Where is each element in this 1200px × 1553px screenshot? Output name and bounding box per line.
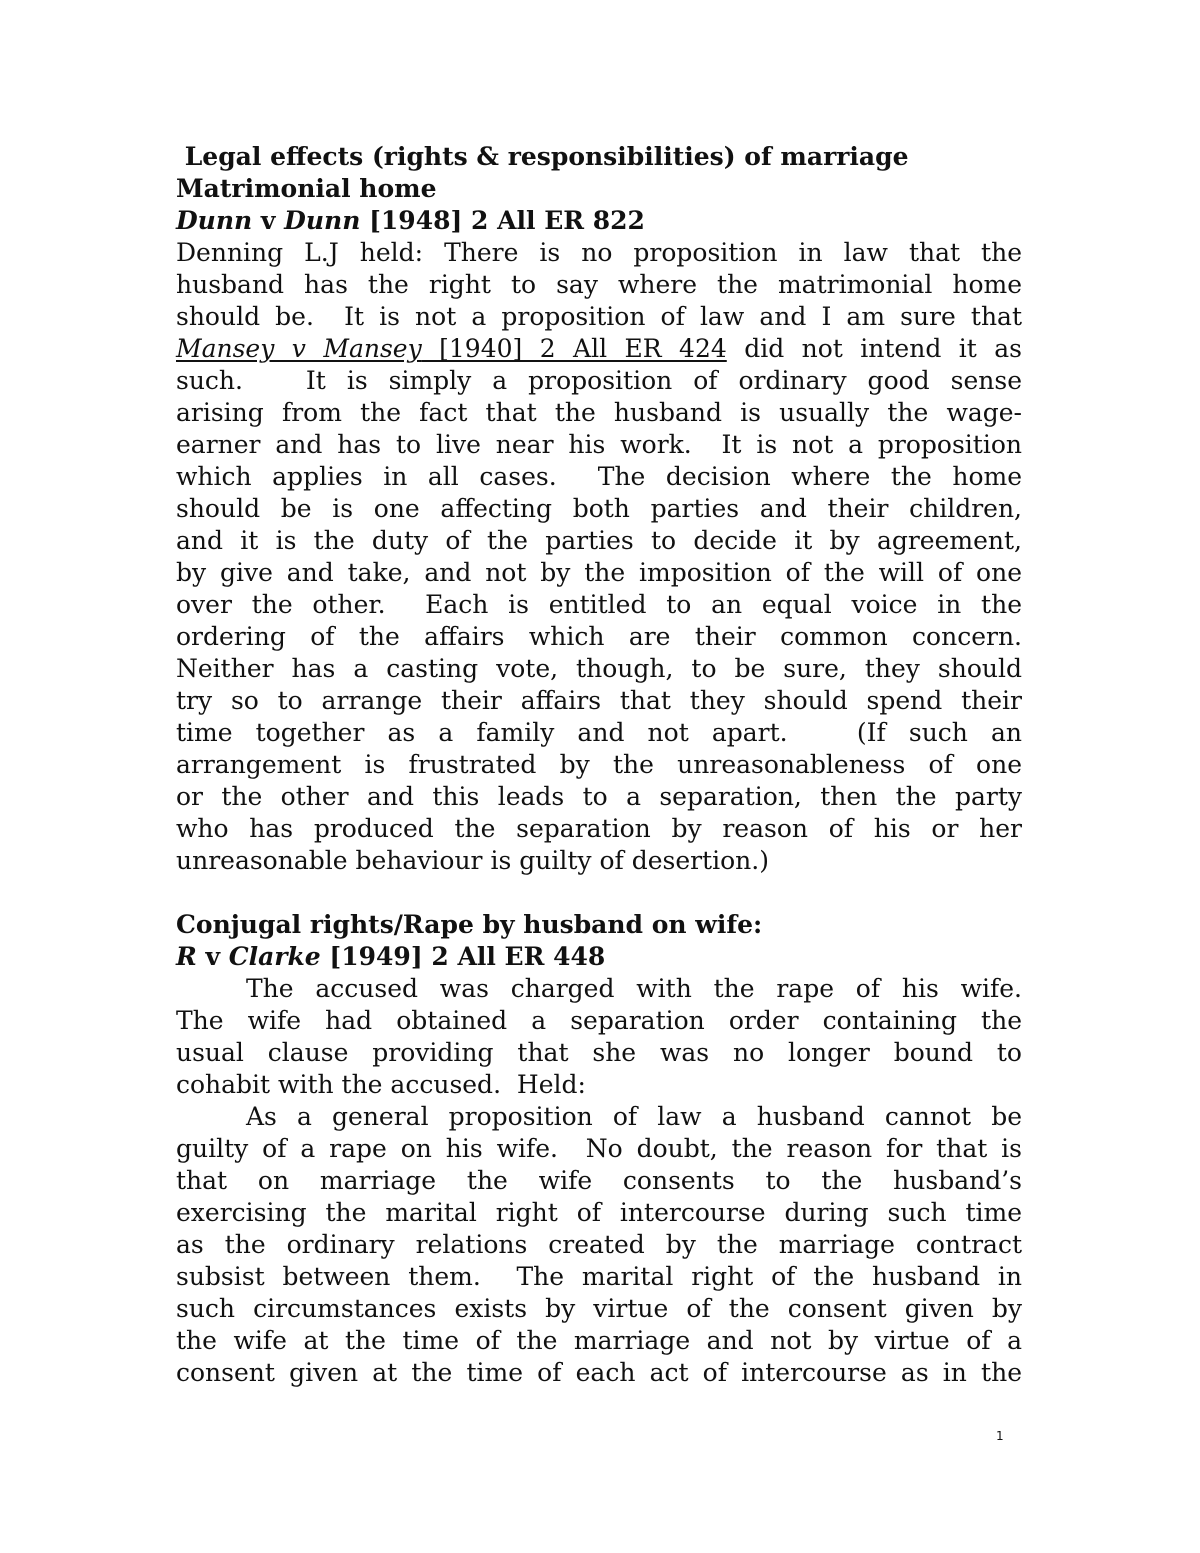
paragraph-line: such. It is simply a proposition of ordinary good sense (176, 366, 1022, 395)
paragraph-line: which applies in all cases. The decision where the home (176, 462, 1022, 491)
paragraph-line: try so to arrange their affairs that they should spend their (176, 686, 1022, 715)
case-versus: v (252, 206, 285, 235)
case-citation-ref: [1949] 2 All ER 448 (320, 942, 606, 971)
paragraph-line: usual clause providing that she was no longer bound to (176, 1038, 1022, 1067)
blank-line (176, 877, 1022, 909)
paragraph-line: arising from the fact that the husband is usually the wage- (176, 398, 1022, 427)
case-party-b: Clarke (228, 942, 321, 971)
paragraph-text: did not intend it as (726, 334, 1022, 363)
paragraph-line: who has produced the separation by reason of his or her (176, 814, 1022, 843)
paragraph-line: over the other. Each is entitled to an equal voice in the (176, 590, 1022, 619)
case-party-b: Dunn (284, 206, 361, 235)
paragraph-line: arrangement is frustrated by the unreasonableness of one (176, 750, 1022, 779)
paragraph-line: by give and take, and not by the imposition of the will of one (176, 558, 1022, 587)
paragraph-line: guilty of a rape on his wife. No doubt, the reason for that is (176, 1134, 1022, 1163)
paragraph-line: ordering of the affairs which are their common concern. (176, 622, 1022, 651)
case-citation-dunn (176, 205, 1022, 237)
case-citation-clarke (176, 941, 1022, 973)
section-heading-matrimonial-home: Matrimonial home (176, 174, 437, 203)
case-party-a: Dunn (176, 206, 253, 235)
section-heading-conjugal-rights: Conjugal rights/Rape by husband on wife: (176, 910, 763, 939)
document-title: Legal effects (rights & responsibilities) of marriage (176, 142, 909, 171)
document-body (176, 141, 1022, 1389)
page-number: 1 (996, 1429, 1004, 1443)
paragraph-line: Neither has a casting vote, though, to be sure, they should (176, 654, 1022, 683)
case-party-a: R (176, 942, 197, 971)
referenced-case-name: Mansey v Mansey (176, 334, 422, 363)
paragraph-line: earner and has to live near his work. It is not a proposition (176, 430, 1022, 459)
paragraph-line: consent given at the time of each act of intercourse as in the (176, 1358, 1022, 1387)
case-citation-ref: [1948] 2 All ER 822 (360, 206, 645, 235)
referenced-case-citation: [1940] 2 All ER 424 (421, 334, 727, 363)
paragraph-line: as the ordinary relations created by the marriage contract (176, 1230, 1022, 1259)
paragraph-line: time together as a family and not apart. (If such an (176, 718, 1022, 747)
paragraph-line: such circumstances exists by virtue of the consent given by (176, 1294, 1022, 1323)
paragraph-line: that on marriage the wife consents to the husband’s (176, 1166, 1022, 1195)
paragraph-line: exercising the marital right of intercourse during such time (176, 1198, 1022, 1227)
paragraph-line: or the other and this leads to a separation, then the party (176, 782, 1022, 811)
paragraph-line: and it is the duty of the parties to decide it by agreement, (176, 526, 1022, 555)
paragraph-line: subsist between them. The marital right of the husband in (176, 1262, 1022, 1291)
paragraph-first-line: The accused was charged with the rape of his wife. (246, 974, 1022, 1003)
paragraph-line: should be. It is not a proposition of law and I am sure that (176, 302, 1022, 331)
paragraph-line: should be is one affecting both parties and their children, (176, 494, 1022, 523)
referenced-case (176, 334, 727, 363)
paragraph-first-line: As a general proposition of law a husband cannot be (246, 1102, 1022, 1131)
paragraph-line: husband has the right to say where the matrimonial home (176, 270, 1022, 299)
paragraph-last-line: cohabit with the accused. Held: (176, 1070, 586, 1099)
paragraph-line: The wife had obtained a separation order containing the (176, 1006, 1022, 1035)
paragraph-line: Denning L.J held: There is no proposition in law that the (176, 238, 1022, 267)
case-versus: v (196, 942, 229, 971)
paragraph-line: the wife at the time of the marriage and not by virtue of a (176, 1326, 1022, 1355)
paragraph-line-with-reference (176, 333, 1022, 365)
paragraph-last-line: unreasonable behaviour is guilty of desertion.) (176, 846, 769, 875)
